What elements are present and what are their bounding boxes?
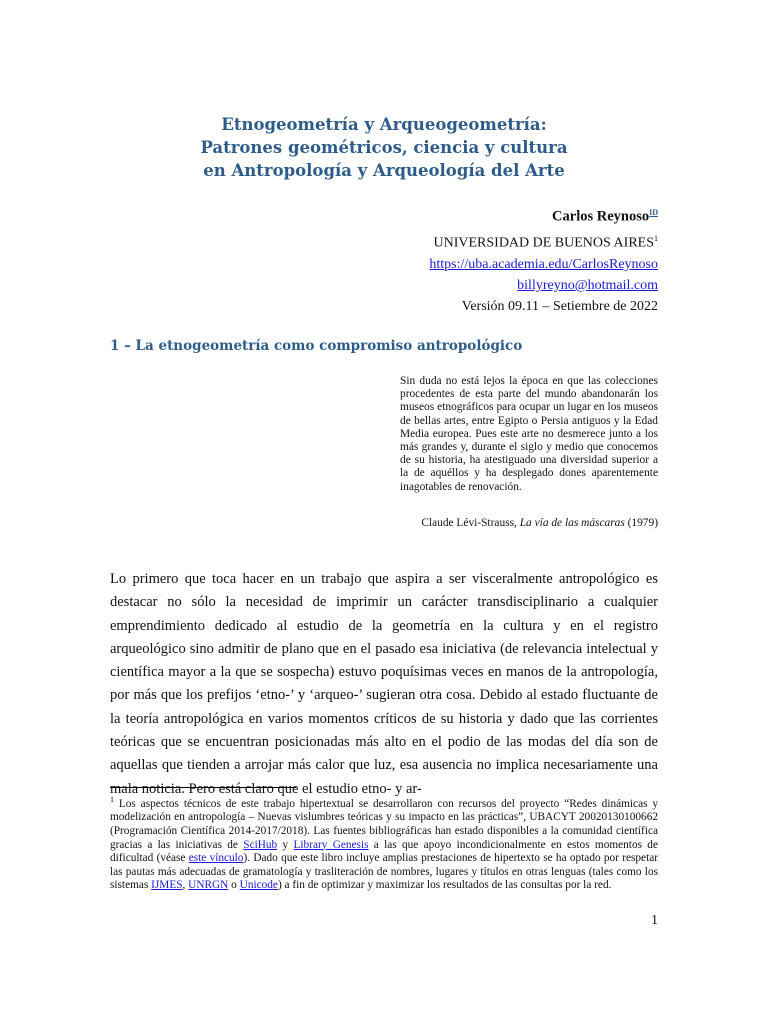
unicode-link[interactable]: Unicode [239, 879, 278, 892]
body-paragraph: Lo primero que toca hacer en un trabajo que aspira a ser visceralmente antropológico es destacar no sólo la necesidad de imprimir un carácter transdisciplinario a cualquier emprendimiento dedicado al estudio de la geometría en la cultura y en el registro arqueológico sino admitir de plano que en el pasado esa iniciativa (de relevancia intelectual y científica mayor a la que se sospecha) estuvo poquísimas veces en manos de la antropología, por más que los prefijos ‘etno-’ y ‘arqueo-’ sugieran otra cosa. Debido al estado fluctuante de la teoría antropológica en varios momentos críticos de su historia y dado que las corrientes teóricas que se encuentran posicionadas más alto en el podio de las modas del día son de aquellas que tienden a arrojar más calor que luz, esa ausencia no implica necesariamente una mala noticia. Pero está claro que el estudio etno- y ar- [110, 571, 658, 797]
affiliation-line [429, 228, 658, 254]
epigraph-work: La vía de las máscaras [519, 517, 625, 529]
footnote-or: o [231, 879, 237, 892]
footnote-ref: 1 [654, 233, 658, 243]
footnote-text-3: ). Dado que este libro incluye amplias prestaciones de hipertexto se ha optado por respetar las pautas más adecuadas de gramatología y trasliteración de nombres, lugares y títulos en otras lenguas (tales como los sistemas [110, 852, 658, 892]
author-name: Carlos Reynoso [552, 208, 650, 225]
scihub-link[interactable]: SciHub [243, 838, 278, 851]
title-line-3: en Antropología y Arqueología del Arte [203, 161, 565, 180]
unrgn-link[interactable]: UNRGN [188, 879, 229, 892]
title-line-1: Etnogeometría y Arqueogeometría: [221, 115, 547, 134]
author-line [429, 202, 658, 228]
academia-link[interactable]: https://uba.academia.edu/CarlosReynoso [429, 256, 658, 272]
footnote-text-4: ) a fin de optimizar y maximizar los resultados de las consultas por la red. [277, 879, 612, 892]
library-genesis-link[interactable]: Library Genesis [293, 838, 369, 851]
footnote-number: 1 [110, 795, 114, 804]
author-block [429, 202, 658, 317]
affiliation: UNIVERSIDAD DE BUENOS AIRES [433, 235, 654, 251]
email-line [429, 275, 658, 296]
footnote-text-1: Los aspectos técnicos de este trabajo hipertextual se desarrollaron con recursos del proyecto “Redes dinámicas y modelización en antropología – Nuevas vislumbres teóricas y su impacto en las prácticas”, UBACYT 20020130100662 (Programación Científica 2014-2017/2018). Las fuentes bibliográficas han estado disponibles a la comunidad científica gracias a las iniciativas de [110, 797, 658, 851]
document-title [0, 113, 768, 182]
page-number: 1 [651, 913, 658, 928]
url-line [429, 254, 658, 275]
footnote [110, 793, 658, 893]
epigraph-quote: Sin duda no está lejos la época en que las colecciones procedentes de esta parte del mundo abandonarán los museos etnográficos para ocupar un lugar en los museos de bellas artes, entre Egipto o Persia antiguos y la Edad Media europea. Pues este arte no desmerece junto a los más grandes y, durante el siglo y medio que conocemos de su historia, ha atestiguado una diversidad superior a la de aquéllos y ha desplegado dones aparentemente inagotables de renovación. [400, 375, 658, 493]
footnote-comma: , [182, 879, 186, 892]
epigraph-author: Claude Lévi-Strauss, [421, 517, 517, 529]
title-line-2: Patrones geométricos, ciencia y cultura [200, 138, 568, 157]
footnote-and: y [282, 838, 289, 851]
epigraph-year: (1979) [627, 517, 658, 529]
orcid-link[interactable]: ID [649, 208, 658, 217]
version-line: Versión 09.11 – Setiembre de 2022 [461, 299, 658, 315]
footnote-text-2: a las que apoyo incondicionalmente en estos momentos de dificultad (véase [110, 838, 658, 865]
section-heading: 1 – La etnogeometría como compromiso antropológico [110, 338, 523, 354]
ijmes-link[interactable]: IJMES [151, 879, 183, 892]
email-link[interactable]: billyreyno@hotmail.com [517, 277, 658, 293]
epigraph-attribution [421, 517, 658, 529]
este-vinculo-link[interactable]: este vínculo [188, 852, 244, 865]
footnote-separator [110, 787, 296, 788]
